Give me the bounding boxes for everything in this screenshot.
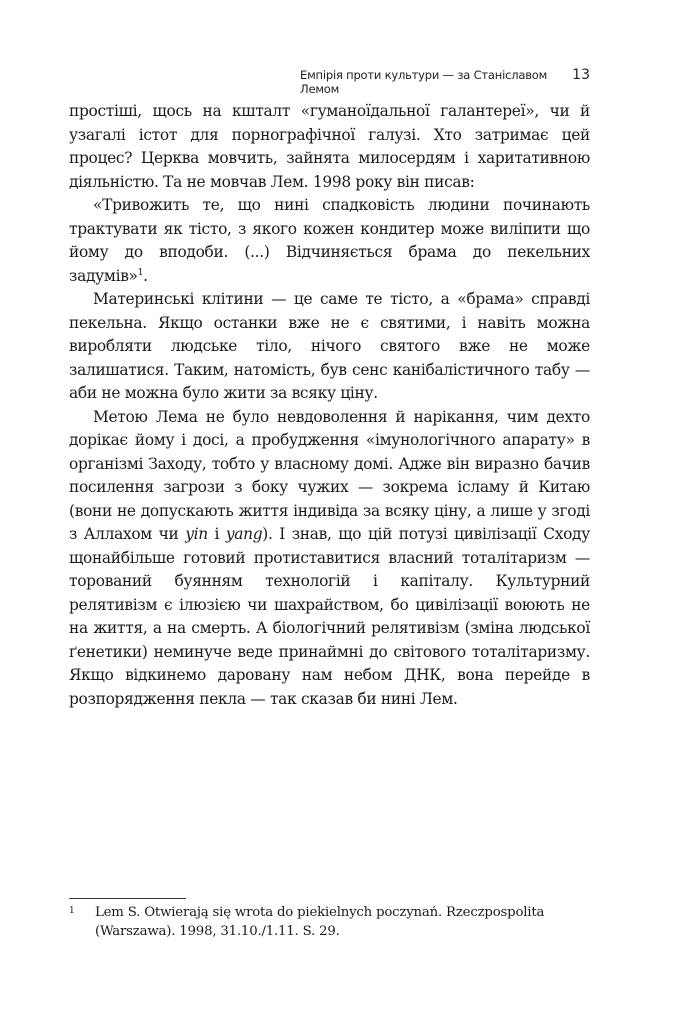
footnote	[69, 904, 590, 941]
running-head: Емпірія проти культури — за Станіславом Лемом	[300, 68, 548, 96]
page-number: 13	[572, 67, 590, 83]
footnote-text: Lem S. Otwierają się wrota do piekielnych poczynań. Rzeczpospolita (Warszawa). 1998, 31.10./1.11. S. 29.	[95, 905, 545, 939]
paragraph-4-part-a: Метою Лема не було невдоволення й нарікання, чим дехто дорікає йому і досі, а пробудження «імунологічного апарату» в організмі Заходу, тобто у власному домі. Адже він виразно бачив посилення загрози з боку чужих — зокрема ісламу й Китаю (вони не допускають життя індивіда за всяку ціну, а лише у згоді з Аллахом чи	[69, 407, 590, 543]
footnote-ref[interactable]: 1	[137, 267, 144, 278]
paragraph-2-quote	[69, 194, 590, 288]
paragraph-3: Материнські клітини — це саме те тісто, а «брама» справді пекельна. Якщо останки вже не є святими, і навіть можна виробляти людське тіло, нічого святого вже не може залишатися. Таким, натомість, був сенс канібалістичного табу — аби не можна було жити за всяку ціну.	[69, 290, 590, 402]
footnote-divider	[69, 898, 186, 899]
paragraph-4-part-c: ). І знав, що цій потузі цивілізації Сходу щонайбільше готовий протиставитися власний тоталітаризм — торований буянням технологій і капіталу. Культурний релятивізм є ілюзією чи шахрайством, бо цивілізації воюють не на життя, а на смерть. А біологічний релятивізм (зміна людської ґенетики) неминуче веде принаймні до світового тоталітаризму. Якщо відкинемо даровану нам небом ДНК, вона перейде в розпорядження пекла — так сказав би нині Лем.	[69, 525, 590, 708]
footnote-number: 1	[69, 906, 75, 916]
paragraph-4	[69, 406, 590, 712]
page-header	[300, 67, 590, 96]
body-text	[69, 100, 590, 711]
quote-end: .	[143, 266, 148, 285]
term-yin: yin	[185, 525, 208, 543]
quote-text: «Тривожить те, що нині спадковість людини починають трактувати як тісто, з якого кожен кондитер може виліпити що йому до вподоби. (...) Відчиняється брама до пекельних задумів»	[69, 196, 590, 285]
paragraph-1: простіші, щось на кшталт «гуманоїдальної галантереї», чи й узагалі істот для порнографічної галузі. Хто затримає цей процес? Церква мовчить, зайнята милосердям і харитативною діяльністю. Та не мовчав Лем. 1998 року він писав:	[69, 102, 590, 191]
term-yang: yang	[225, 525, 263, 543]
paragraph-4-part-b: і	[207, 525, 226, 543]
